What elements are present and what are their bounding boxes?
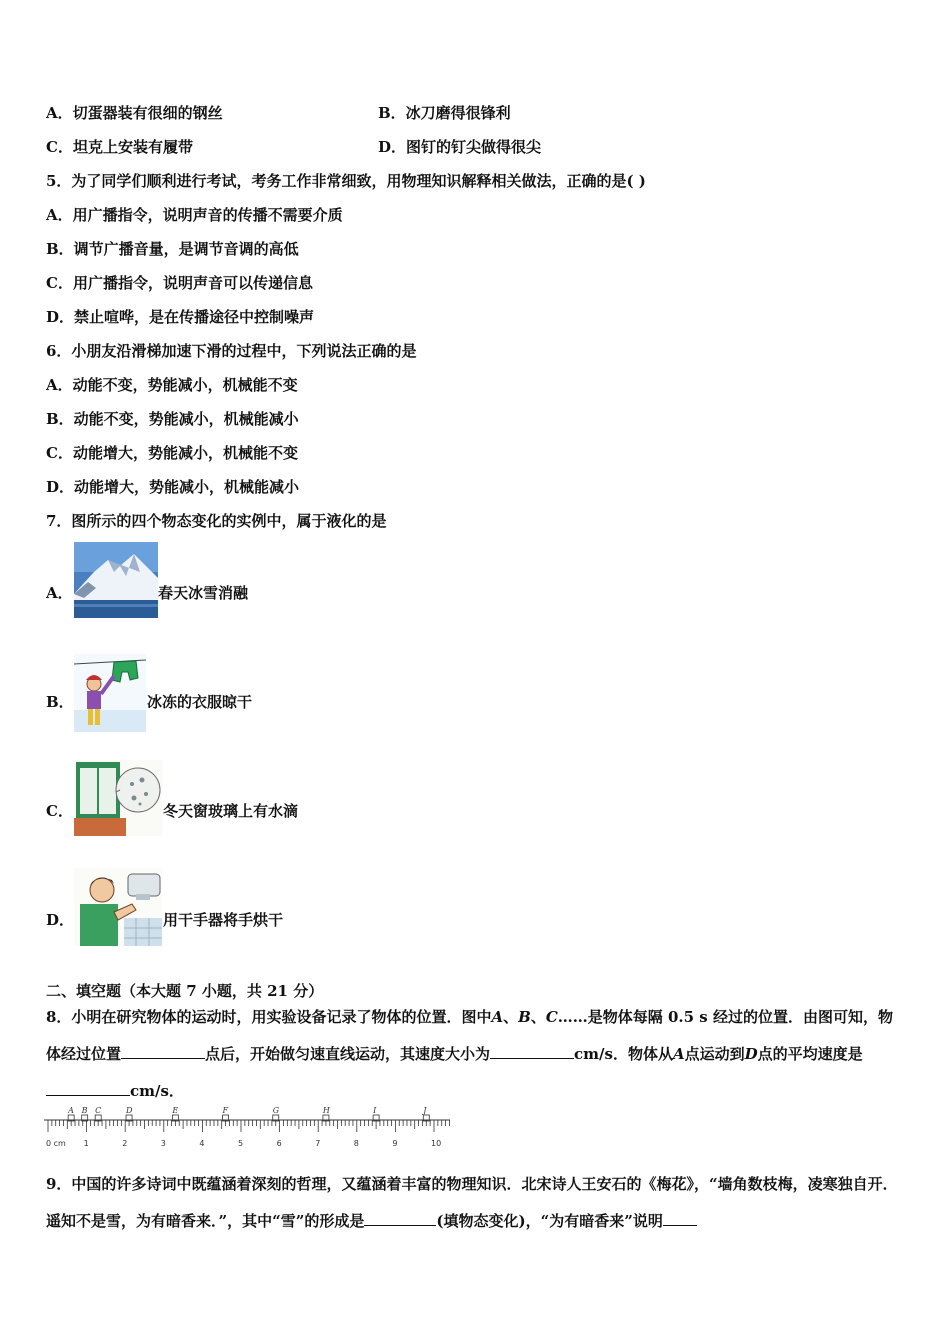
q6-option-d: D．动能增大，势能减小，机械能减小 <box>46 478 300 496</box>
ruler-point-label: G <box>272 1106 280 1115</box>
hand-dryer-image <box>74 868 162 946</box>
q7-option-b-letter: B． <box>46 693 74 711</box>
q7-option-a-text: 春天冰雪消融 <box>158 584 249 602</box>
q5-stem: 5．为了同学们顺利进行考试，考务工作非常细致，用物理知识解释相关做法，正确的是( ) <box>46 172 646 190</box>
q6-stem: 6．小朋友沿滑梯加速下滑的过程中，下列说法正确的是 <box>46 342 417 360</box>
q4-option-d: D．图钉的钉尖做得很尖 <box>378 138 542 156</box>
q7-option-c-text: 冬天窗玻璃上有水滴 <box>163 802 299 820</box>
q8-blank-1[interactable] <box>121 1044 205 1059</box>
q7-option-a-letter: A． <box>46 584 73 602</box>
q5-option-d: D．禁止喧哗，是在传播途径中控制噪声 <box>46 308 315 326</box>
ruler-unit-label: 0 cm <box>46 1139 66 1148</box>
q8-blank-2[interactable] <box>490 1044 574 1059</box>
q7-stem: 7．图所示的四个物态变化的实例中，属于液化的是 <box>46 512 387 530</box>
q7-option-b-text: 冰冻的衣服晾干 <box>147 693 253 711</box>
ruler-mark-label: 7 <box>315 1139 321 1148</box>
ruler-mark-label: 2 <box>122 1139 128 1148</box>
q9-text: 9．中国的许多诗词中既蕴涵着深刻的哲理，又蕴涵着丰富的物理知识．北宋诗人王安石的《梅花》，“墙角数枝梅，凌寒独自开．遥知不是雪，为有暗香来．”，其中“雪”的形成是 (填物态变化)，“为有暗香来”说明 <box>46 1175 898 1230</box>
q4-option-a: A．切蛋器装有很细的钢丝 <box>46 104 223 122</box>
ruler-point-label: F <box>222 1106 229 1115</box>
q5-option-a: A．用广播指令，说明声音的传播不需要介质 <box>46 206 343 224</box>
ruler-point-label: A <box>68 1106 74 1115</box>
q4-option-c: C．坦克上安装有履带 <box>46 138 193 156</box>
frozen-clothes-image <box>74 654 146 732</box>
ruler-mark-label: 5 <box>238 1139 244 1148</box>
window-water-drops-image <box>74 760 162 836</box>
ruler-mark-label: 6 <box>276 1139 282 1148</box>
q7-option-d-text: 用干手器将手烘干 <box>163 911 284 929</box>
ruler-point-label: H <box>322 1106 330 1115</box>
ruler-point-label: C <box>95 1106 102 1115</box>
section-heading: 二、填空题（本大题 7 小题，共 21 分） <box>46 982 324 1000</box>
ruler-mark-label: 4 <box>199 1139 205 1148</box>
q5-option-b: B．调节广播音量，是调节音调的高低 <box>46 240 299 258</box>
q8-text: 8．小明在研究物体的运动时，用实验设备记录了物体的位置．图中A、B、C……是物体每隔 0.5 s 经过的位置．由图可知，物体经过位置 点后，开始做匀速直线运动，其速度大小为 cm/s．物体从A点运动到D点的平均速度是cm/s． <box>46 1008 893 1100</box>
ruler-point-label: B <box>81 1106 88 1115</box>
ruler-figure <box>44 1106 454 1152</box>
ruler-point-label: J <box>423 1106 427 1115</box>
q9-blank-2[interactable] <box>663 1211 697 1226</box>
q7-option-c-letter: C． <box>46 802 73 820</box>
q6-option-c: C．动能增大，势能减小，机械能不变 <box>46 444 298 462</box>
ruler-point-label: E <box>172 1106 179 1115</box>
ruler-mark-label: 8 <box>353 1139 359 1148</box>
q7-option-d-letter: D． <box>46 911 75 929</box>
q6-option-b: B．动能不变，势能减小，机械能减小 <box>46 410 299 428</box>
ruler-point-label: D <box>126 1106 133 1115</box>
q9-blank-1[interactable] <box>364 1211 436 1226</box>
ruler-mark-label: 3 <box>160 1139 166 1148</box>
ruler-mark-label: 1 <box>83 1139 89 1148</box>
q6-option-a: A．动能不变，势能减小，机械能不变 <box>46 376 298 394</box>
q8-blank-3[interactable] <box>46 1081 130 1096</box>
ruler-mark-label: 9 <box>392 1139 398 1148</box>
ruler-mark-label: 10 <box>431 1139 442 1148</box>
q4-option-b: B．冰刀磨得很锋利 <box>378 104 511 122</box>
snow-mountain-image <box>74 542 158 618</box>
q5-option-c: C．用广播指令，说明声音可以传递信息 <box>46 274 313 292</box>
ruler-point-label: I <box>373 1106 377 1115</box>
